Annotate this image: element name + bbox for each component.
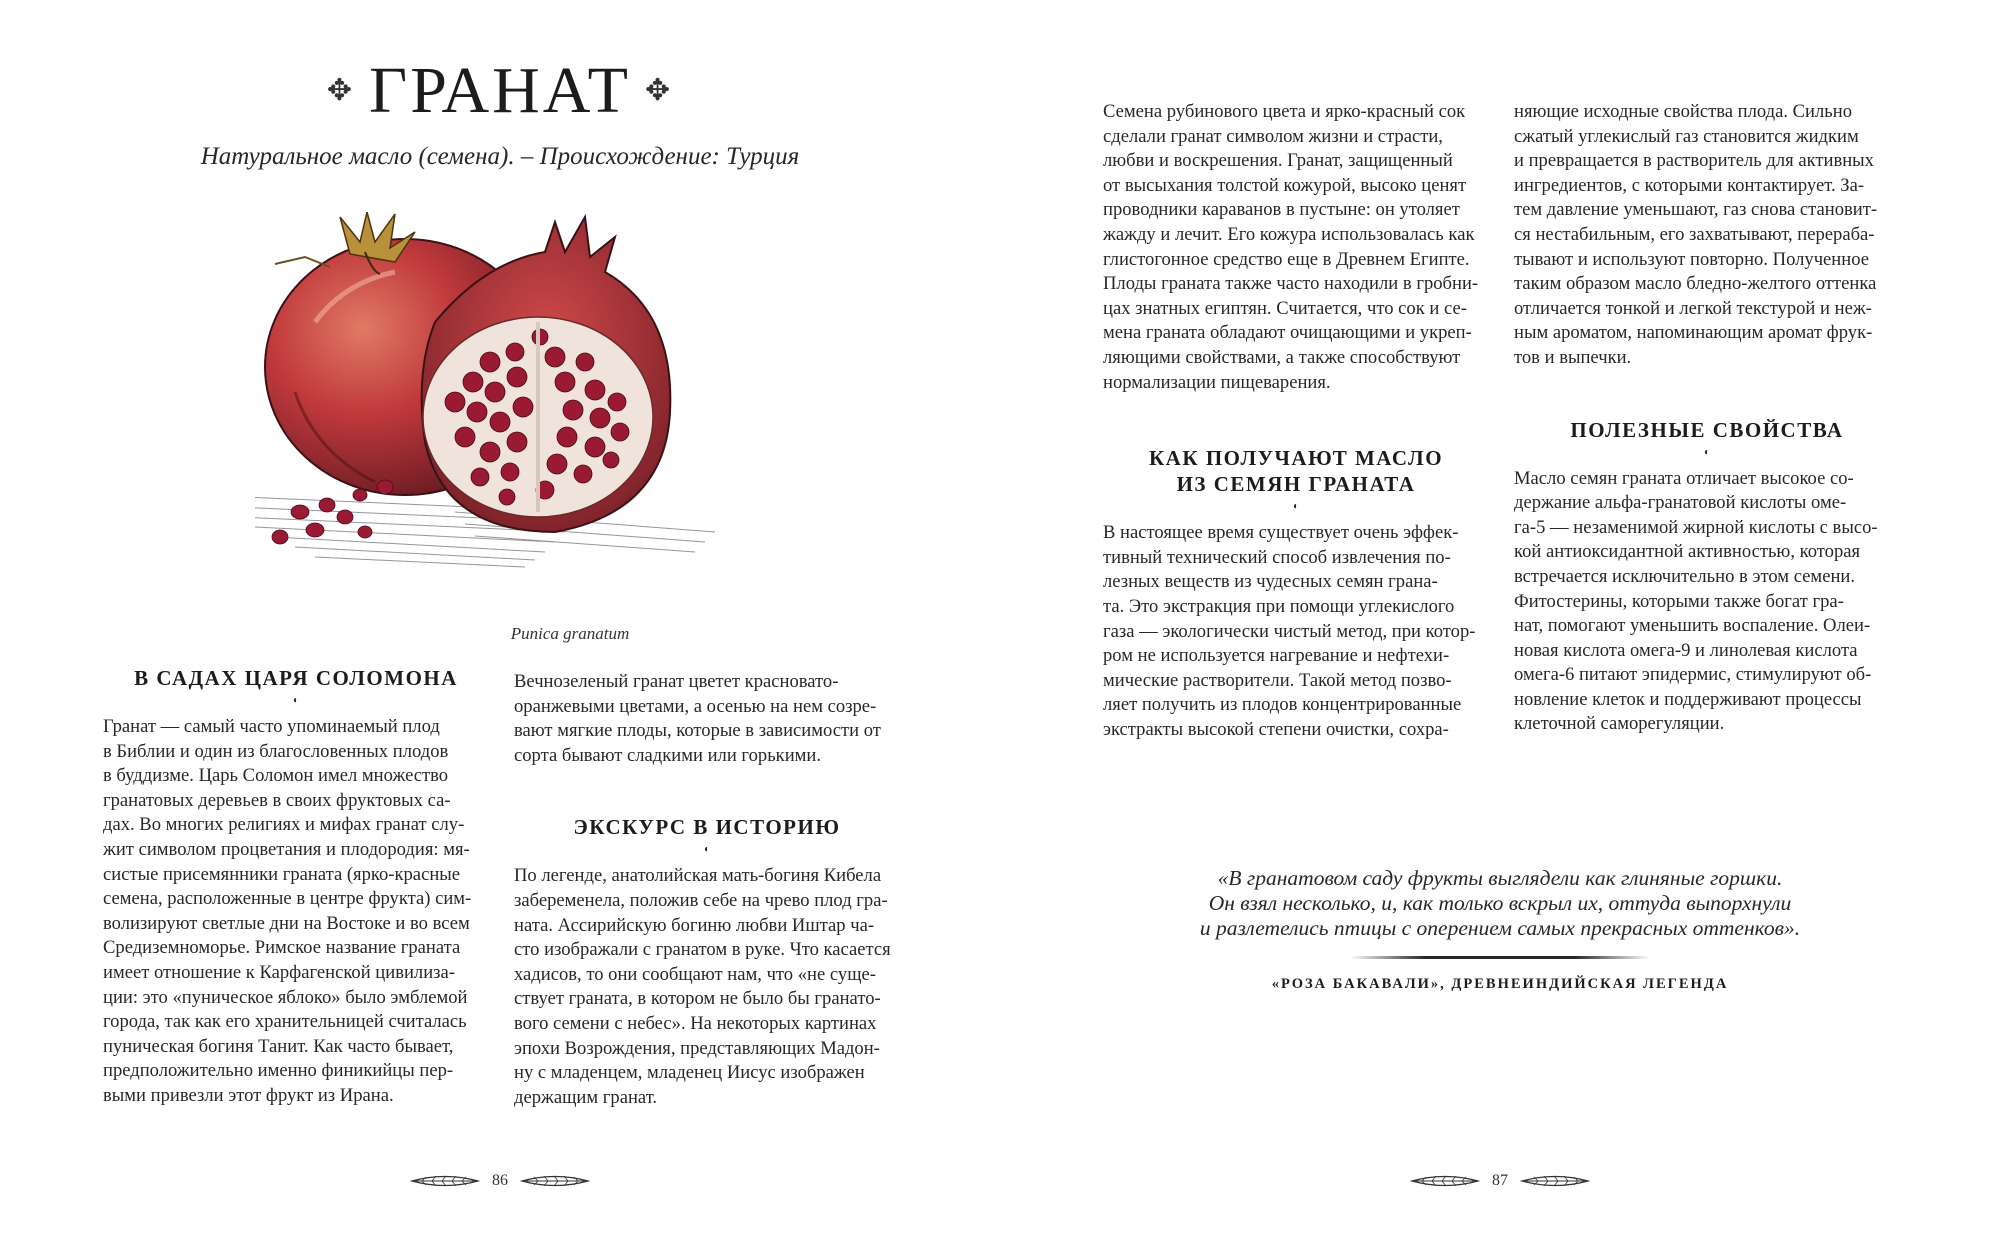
paragraph-line: лезных веществ из чудесных семян грана-	[1103, 571, 1438, 593]
paragraph-line: Вечнозеленый гранат цветет красновато-	[514, 671, 839, 692]
title-text: ГРАНАТ	[369, 54, 631, 127]
paragraph-line: Средиземноморье. Римское название граната	[103, 937, 461, 959]
page-title	[200, 54, 800, 127]
paragraph-line: в Библии и один из благословенных плодов	[103, 740, 449, 762]
paragraph-line: мические растворители. Такой метод позво-	[1103, 669, 1452, 691]
paragraph-line: сделали гранат символом жизни и страсти,	[1103, 125, 1443, 147]
paragraph-line: цах знатных египтян. Считается, что сок и се-	[1103, 297, 1467, 319]
illustration-caption: Punica granatum	[510, 624, 630, 643]
paragraph-line: няющие исходные свойства плода. Сильно	[1514, 101, 1853, 122]
paragraph-line: любви и воскрешения. Гранат, защищенный	[1103, 150, 1453, 172]
paragraph-line: выми привезли этот фрукт из Ирана.	[103, 1084, 394, 1106]
paragraph-line: В настоящее время существует очень эффек-	[1103, 522, 1459, 544]
paragraph-line: ным ароматом, напоминающим аромат фрук-	[1514, 322, 1873, 344]
section-heading-extraction-line1: КАК ПОЛУЧАЮТ МАСЛО	[1148, 446, 1444, 471]
paragraph-line: пуническая богиня Танит. Как часто бывает,	[103, 1035, 454, 1057]
paragraph-line: Гранат — самый часто упоминаемый плод	[103, 716, 440, 737]
paragraph-line: Семена рубинового цвета и ярко-красный сок	[1103, 101, 1466, 122]
page-number: 86	[492, 1172, 508, 1189]
paragraph-line: жит символом процветания и плодородия: мя-	[103, 838, 470, 860]
epigraph-quote	[1160, 866, 1840, 941]
leaf-ornament-icon	[520, 1174, 590, 1188]
paragraph-line: га-5 — незаменимой жирной кислоты с высо-	[1514, 516, 1878, 538]
paragraph-line: омега-6 питают эпидермис, стимулируют об-	[1514, 664, 1872, 686]
left-column-2	[514, 670, 900, 1110]
paragraph-line: тов и выпечки.	[1514, 346, 1632, 368]
paragraph-line: эпохи Возрождения, представляющих Мадон-	[514, 1037, 880, 1059]
paragraph-line: мена граната обладают очищающими и укреп-	[1103, 322, 1472, 344]
right-page	[1000, 0, 2000, 1243]
paragraph-line: хадисов, то они сообщают нам, что «не суще-	[514, 963, 876, 985]
section-ornament-dot: ◐	[703, 844, 711, 856]
right-column-2	[1514, 100, 1900, 737]
paragraph-line: экстракты высокой степени очистки, сохра-	[1103, 718, 1449, 740]
paragraph-line: новление клеток и поддерживают процессы	[1514, 688, 1862, 710]
section-ornament-dot: ◐	[1703, 446, 1711, 458]
paragraph-line: Плоды граната также часто находили в гробни-	[1103, 273, 1479, 295]
right-column-1	[1103, 100, 1489, 742]
paragraph-line: гранатовых деревьев в своих фруктовых са-	[103, 789, 451, 811]
leaf-ornament-icon	[410, 1174, 480, 1188]
paragraph-line: сорта бывают сладкими или горькими.	[514, 744, 822, 766]
page-number-left	[380, 1172, 620, 1190]
paragraph-line: проводники караванов в пустыне: он утоляет	[1103, 199, 1460, 221]
paragraph-line: тывают и используют повторно. Полученное	[1514, 248, 1869, 270]
paragraph-line: и превращается в растворитель для активных	[1514, 150, 1874, 172]
paragraph-line: сжатый углекислый газ становится жидким	[1514, 125, 1859, 147]
paragraph-line: ствует граната, в котором не было бы гранато-	[514, 988, 881, 1010]
paragraph-line: тем давление уменьшают, газ снова становит-	[1514, 199, 1878, 221]
paragraph-line: семена, расположенные в центре фрукта) сим-	[103, 888, 472, 910]
paragraph-line: имеет отношение к Карфагенской цивилиза-	[103, 961, 455, 983]
page-number: 87	[1492, 1172, 1508, 1189]
quote-source: «РОЗА БАКАВАЛИ», ДРЕВНЕИНДИЙСКАЯ ЛЕГЕНДА	[1271, 976, 1729, 992]
section-ornament-dot: ◐	[1292, 501, 1300, 513]
paragraph-line: забеременела, положив себе на чрево плод гра-	[514, 889, 888, 911]
paragraph-line: нат, помогают уменьшить воспаление. Олеи-	[1514, 615, 1871, 637]
section-heading-history: ЭКСКУРС В ИСТОРИЮ	[573, 815, 841, 840]
paragraph-line: держащим гранат.	[514, 1086, 658, 1108]
paragraph-line: та. Это экстракция при помощи углекислого	[1103, 595, 1455, 617]
section-heading-extraction-line2: ИЗ СЕМЯН ГРАНАТА	[1176, 472, 1416, 497]
paragraph-line: таким образом масло бледно-желтого оттенка	[1514, 273, 1877, 295]
paragraph-line: вого семени с небес». На некоторых картинах	[514, 1012, 877, 1034]
left-column-1	[103, 665, 489, 1109]
paragraph-line: кой антиоксидантной активностью, которая	[1514, 541, 1861, 563]
section-heading-benefits: ПОЛЕЗНЫЕ СВОЙСТВА	[1570, 417, 1844, 442]
section-heading-solomon: В САДАХ ЦАРЯ СОЛОМОНА	[134, 666, 458, 690]
pomegranate-illustration	[255, 212, 775, 612]
leaf-ornament-icon	[1520, 1174, 1590, 1188]
page-number-right	[1380, 1172, 1620, 1190]
paragraph-line: дах. Во многих религиях и мифах гранат слу-	[103, 814, 465, 836]
quote-line: «В гранатовом саду фрукты выглядели как глиняные горшки.	[1217, 866, 1783, 890]
paragraph-line: ната. Ассирийскую богиню любви Иштар ча-	[514, 914, 875, 936]
subtitle: Натуральное масло (семена). – Происхождение: Турция	[200, 143, 800, 170]
paragraph-line: тивный технический способ извлечения по-	[1103, 546, 1451, 568]
paragraph-line: глистогонное средство еще в Древнем Египте.	[1103, 248, 1470, 270]
paragraph-line: волизируют светлые дни на Востоке и во всем	[103, 912, 470, 934]
paragraph-line: отличается тонкой и легкой текстурой и неж-	[1514, 297, 1872, 319]
quote-line: и разлетелись птицы с оперением самых прекрасных оттенков».	[1199, 916, 1801, 940]
paragraph-line: ции: это «пуническое яблоко» было эмблемой	[103, 986, 468, 1008]
paragraph-line: сто изображали с гранатом в руке. Что касается	[514, 939, 891, 961]
paragraph-line: новая кислота омега-9 и линолевая кислота	[1514, 639, 1858, 661]
section-ornament-dot: ◐	[292, 695, 300, 706]
paragraph-line: жажду и лечит. Его кожура использовалась как	[1103, 223, 1475, 245]
paragraph-line: ну с младенцем, младенец Иисус изображен	[514, 1062, 865, 1084]
paragraph-line: оранжевыми цветами, а осенью на нем созре-	[514, 695, 877, 717]
paragraph-line: предположительно именно финикийцы пер-	[103, 1060, 454, 1082]
paragraph-line: вают мягкие плоды, которые в зависимости от	[514, 720, 881, 742]
paragraph-line: встречается исключительно в этом семени.	[1514, 565, 1856, 587]
paragraph-line: ляющими свойствами, а также способствуют	[1103, 346, 1461, 368]
paragraph-line: газа — экологически чистый метод, при котор-	[1103, 620, 1476, 642]
paragraph-line: в буддизме. Царь Соломон имел множество	[103, 765, 449, 787]
paragraph-line: от высыхания толстой кожурой, высоко ценят	[1103, 174, 1467, 196]
paragraph-line: ингредиентов, с которыми контактирует. За-	[1514, 174, 1865, 196]
flourish-icon-left: ✥	[326, 74, 356, 107]
paragraph-line: систые присемянники граната (ярко-красные	[103, 863, 461, 885]
paragraph-line: ляет получить из плодов концентрированные	[1103, 694, 1462, 716]
quote-divider	[1350, 956, 1650, 959]
paragraph-line: По легенде, анатолийская мать-богиня Кибела	[514, 865, 882, 887]
paragraph-line: ром не используется нагревание и нефтехи-	[1103, 645, 1450, 667]
paragraph-line: клеточной саморегуляции.	[1514, 713, 1725, 735]
paragraph-line: держание альфа-гранатовой кислоты оме-	[1514, 492, 1847, 514]
quote-line: Он взял несколько, и, как только вскрыл их, оттуда выпорхнули	[1208, 891, 1792, 915]
leaf-ornament-icon	[1410, 1174, 1480, 1188]
paragraph-line: города, так как его хранительницей считалась	[103, 1011, 467, 1033]
paragraph-line: Масло семян граната отличает высокое со-	[1514, 467, 1854, 489]
paragraph-line: Фитостерины, которыми также богат гра-	[1514, 590, 1844, 612]
paragraph-line: ся нестабильным, его захватывают, перераба-	[1514, 223, 1875, 245]
paragraph-line: нормализации пищеварения.	[1103, 371, 1331, 393]
flourish-icon-right: ✥	[644, 74, 674, 107]
